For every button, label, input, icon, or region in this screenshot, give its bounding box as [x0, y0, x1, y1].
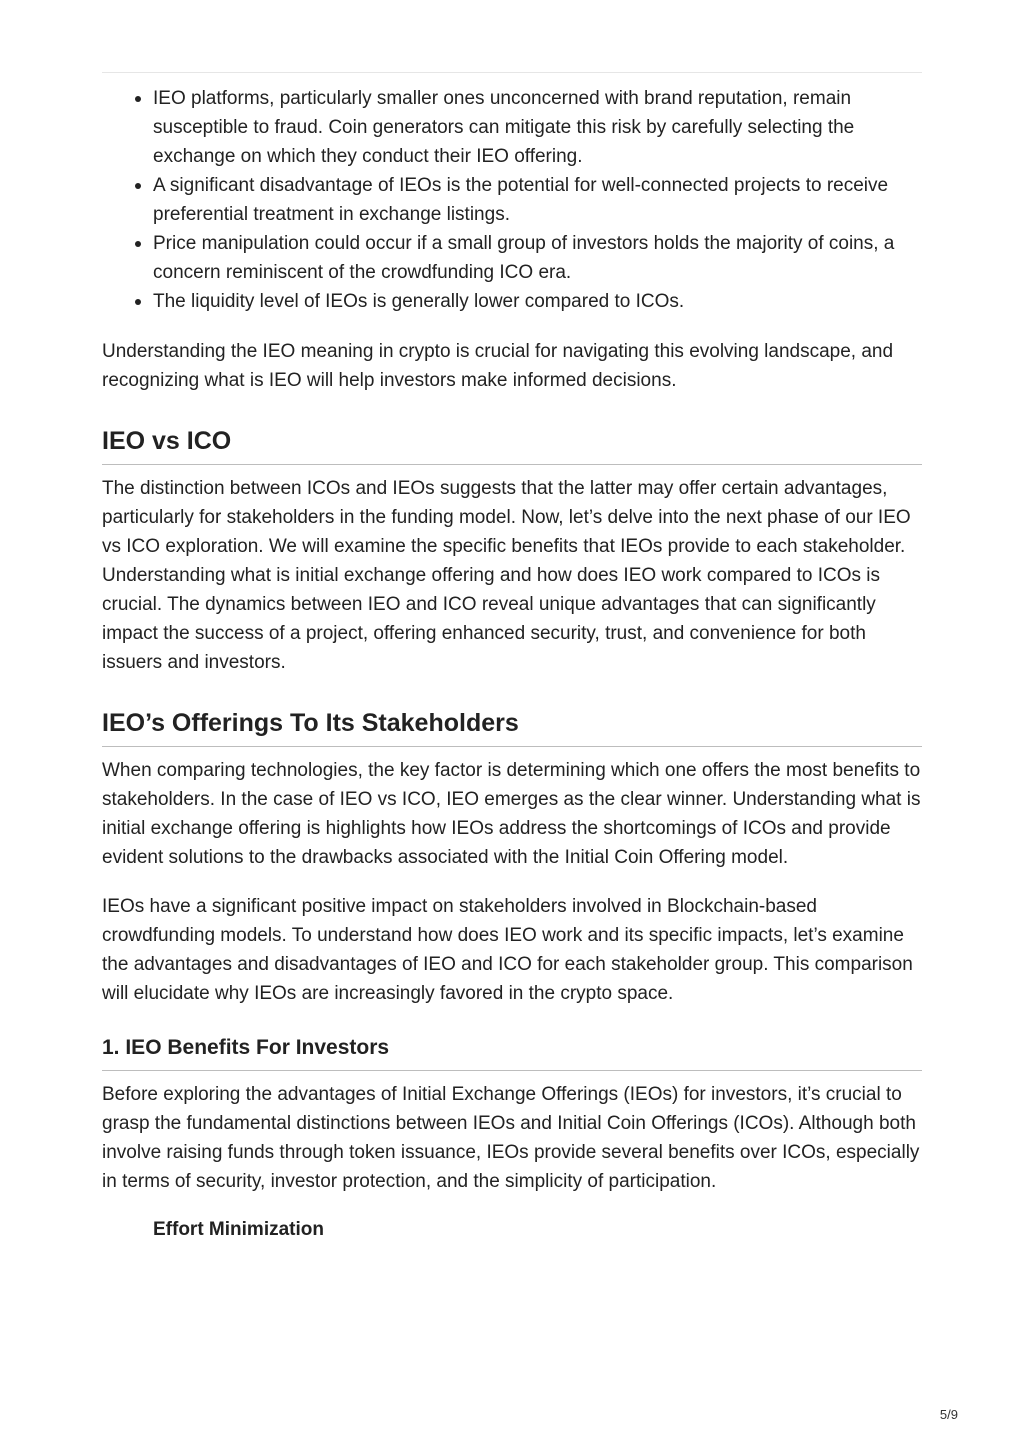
list-item: IEO platforms, particularly smaller ones unconcerned with brand reputation, remain susceptible to fraud. Coin generators can mitigate this risk by carefully selecting the exchange on which they conduct their IEO offering.: [153, 84, 922, 171]
page-number: 5/9: [939, 1407, 958, 1422]
section-heading-offerings: IEO’s Offerings To Its Stakeholders: [102, 707, 922, 747]
offerings-paragraph: IEOs have a significant positive impact on stakeholders involved in Blockchain-based crowdfunding models. To understand how does IEO work and its specific impacts, let’s examine the advantages and disadvantages of IEO and ICO for each stakeholder group. This comparison will elucidate why IEOs are increasingly favored in the crypto space.: [102, 896, 913, 1004]
offerings-paragraph: When comparing technologies, the key factor is determining which one offers the most benefits to stakeholders. In the case of IEO vs ICO, IEO emerges as the clear winner. Understanding what is initial exchange offering is highlights how IEOs address the shortcomings of ICOs and provide evident solutions to the drawbacks associated with the Initial Coin Offering model.: [102, 760, 921, 868]
list-item: The liquidity level of IEOs is generally lower compared to ICOs.: [153, 287, 922, 316]
document-page: [102, 72, 922, 1244]
investors-paragraph: Before exploring the advantages of Initial Exchange Offerings (IEOs) for investors, it’s crucial to grasp the fundamental distinctions between IEOs and Initial Coin Offerings (ICOs). Although both involve raising funds through token issuance, IEOs provide several benefits over ICOs, especially in terms of security, investor protection, and the simplicity of participation.: [102, 1084, 920, 1192]
list-item: Price manipulation could occur if a small group of investors holds the majority of coins, a concern reminiscent of the crowdfunding ICO era.: [153, 229, 922, 287]
subheading-effort-minimization: Effort Minimization: [153, 1219, 324, 1240]
intro-paragraph: Understanding the IEO meaning in crypto is crucial for navigating this evolving landscape, and recognizing what is IEO will help investors make informed decisions.: [102, 341, 894, 391]
section-heading-investors: 1. IEO Benefits For Investors: [102, 1034, 922, 1071]
section-heading-ieo-vs-ico: IEO vs ICO: [102, 425, 922, 465]
ieo-vs-ico-paragraph: The distinction between ICOs and IEOs suggests that the latter may offer certain advantages, particularly for stakeholders in the funding model. Now, let’s delve into the next phase of our IEO vs ICO exploration. We will examine the specific benefits that IEOs provide to each stakeholder. Understanding what is initial exchange offering and how does IEO work compared to ICOs is crucial. The dynamics between IEO and ICO reveal unique advantages that can significantly impact the success of a project, offering enhanced security, trust, and convenience for both issuers and investors.: [102, 478, 911, 673]
list-item: A significant disadvantage of IEOs is the potential for well-connected projects to receive preferential treatment in exchange listings.: [153, 171, 922, 229]
disadvantages-list: [102, 84, 922, 316]
top-divider: [102, 72, 922, 73]
